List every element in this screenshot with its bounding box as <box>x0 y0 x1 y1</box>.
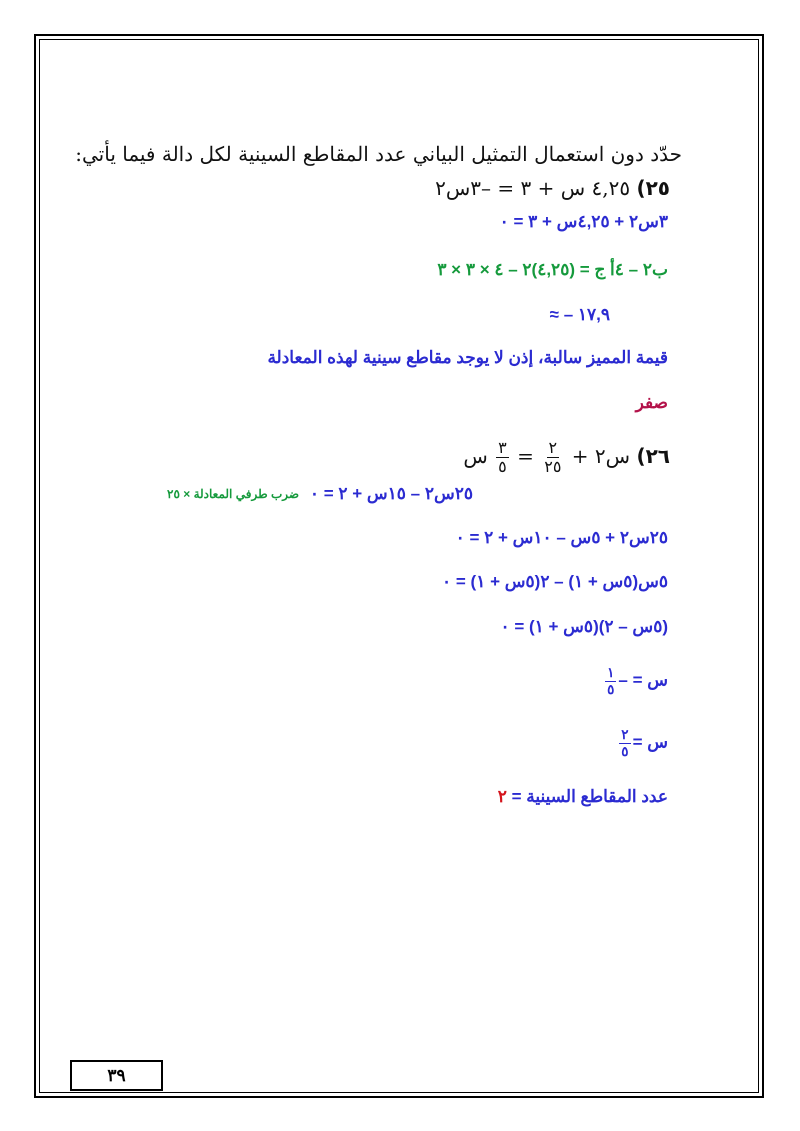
q26-rhs: س <box>463 444 488 468</box>
q26-root1-fraction: $\frac{١}{٥}$ <box>607 665 615 697</box>
q25-equation: ٤,٢٥ س + ٣ = –٣س٢ <box>435 176 631 200</box>
q25-answer: صفر <box>635 393 668 412</box>
q26-fraction-2: $\frac{٣}{٥}$ <box>498 438 507 476</box>
q26-root2: س = $\frac{٢}{٥}$ <box>621 727 668 759</box>
q26-equals: = <box>517 444 534 468</box>
q26-count-label: عدد المقاطع السينية = <box>511 787 668 806</box>
q25-discriminant: ب٢ – ٤أ ج = (٤,٢٥)٢ – ٤ × ٣ × ٣ <box>437 260 668 279</box>
q26-number: ٢٦) <box>636 444 670 468</box>
q26-step3: ٥س(٥س + ١) – ٢(٥س + ١) = ٠ <box>442 572 668 591</box>
q26-count-value: ٢ <box>497 787 507 806</box>
instruction-heading: حدّد دون استعمال التمثيل البياني عدد المقاطع السينية لكل دالة فيما يأتي: <box>75 142 682 166</box>
q26-count <box>498 787 668 807</box>
q26-root2-fraction: $\frac{٢}{٥}$ <box>621 727 629 759</box>
q26-root1: س = – $\frac{١}{٥}$ <box>607 665 668 697</box>
q26-step2: ٢٥س٢ + ٥س – ١٠س + ٢ = ٠ <box>455 528 668 547</box>
q26-step4: (٥س – ٢)(٥س + ١) = ٠ <box>500 617 668 636</box>
q25-step3: ≈ – ١٧,٩ <box>549 305 610 324</box>
q25-number: ٢٥) <box>636 176 670 200</box>
q25-problem <box>435 176 670 200</box>
q25-conclusion: قيمة المميز سالبة، إذن لا يوجد مقاطع سينية لهذه المعادلة <box>267 348 668 367</box>
page-number: ٣٩ <box>107 1065 126 1085</box>
page-number-box <box>70 1060 163 1091</box>
q26-lhs: س٢ + <box>571 444 631 468</box>
q25-step1: ٣س٢ + ٤,٢٥س + ٣ = ٠ <box>499 212 668 231</box>
q26-step1: ٢٥س٢ – ١٥س + ٢ = ٠ <box>309 484 473 503</box>
q26-fraction-1: $\frac{٢}{٢٥}$ <box>544 438 562 476</box>
q26-note: ضرب طرفي المعادلة × ٢٥ <box>167 487 300 501</box>
q26-problem <box>463 440 670 475</box>
